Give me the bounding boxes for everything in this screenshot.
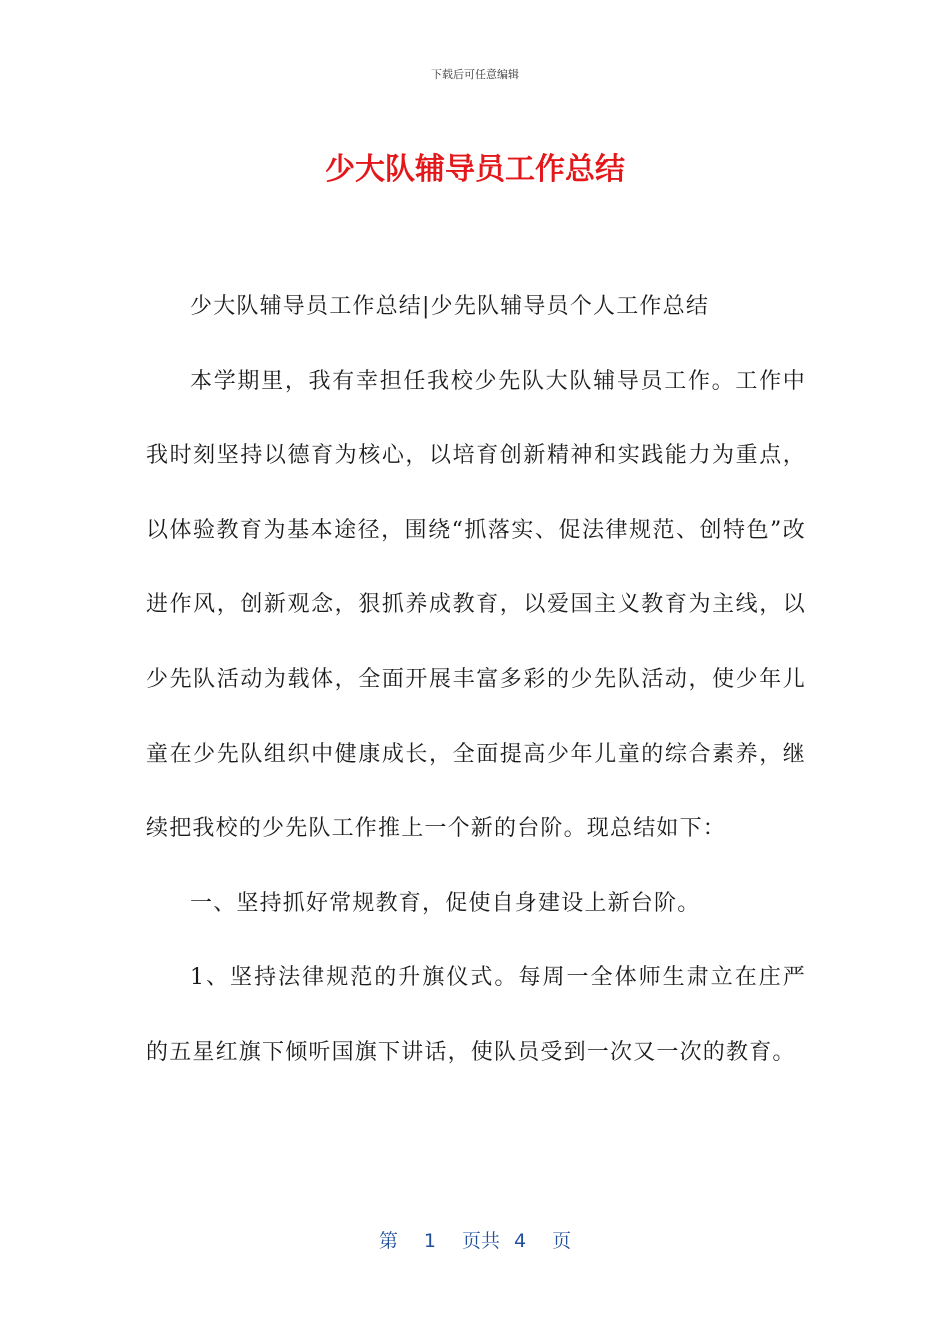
footer-suffix: 页 [552, 1230, 572, 1252]
footer-prefix: 第 [378, 1230, 398, 1252]
document-body [146, 270, 806, 1091]
header-note: 下载后可任意编辑 [431, 68, 519, 81]
document-title: 少大队辅导员工作总结 [325, 152, 625, 187]
paragraph-item-1: 1、坚持法律规范的升旗仪式。每周一全体师生肃立在庄严的五星红旗下倾听国旗下讲话，使队员受到一次又一次的教育。 [146, 965, 806, 1065]
page-footer [0, 1226, 950, 1253]
footer-middle: 页共 [461, 1230, 500, 1252]
footer-current-page: 1 [423, 1230, 436, 1252]
footer-total-pages: 4 [514, 1230, 527, 1252]
paragraph-section-1: 一、坚持抓好常规教育，促使自身建设上新台阶。 [190, 890, 701, 916]
paragraph-intro: 本学期里，我有幸担任我校少先队大队辅导员工作。工作中我时刻坚持以德育为核心，以培育创新精神和实践能力为重点，以体验教育为基本途径，围绕“抓落实、促法律规范、创特色”改进作风，创新观念，狠抓养成教育，以爱国主义教育为主线，以少先队活动为载体，全面开展丰富多彩的少先队活动，使少年儿童在少先队组织中健康成长，全面提高少年儿童的综合素养，继续把我校的少先队工作推上一个新的台阶。现总结如下： [146, 368, 806, 842]
paragraph-subtitle: 少大队辅导员工作总结|少先队辅导员个人工作总结 [190, 294, 710, 319]
